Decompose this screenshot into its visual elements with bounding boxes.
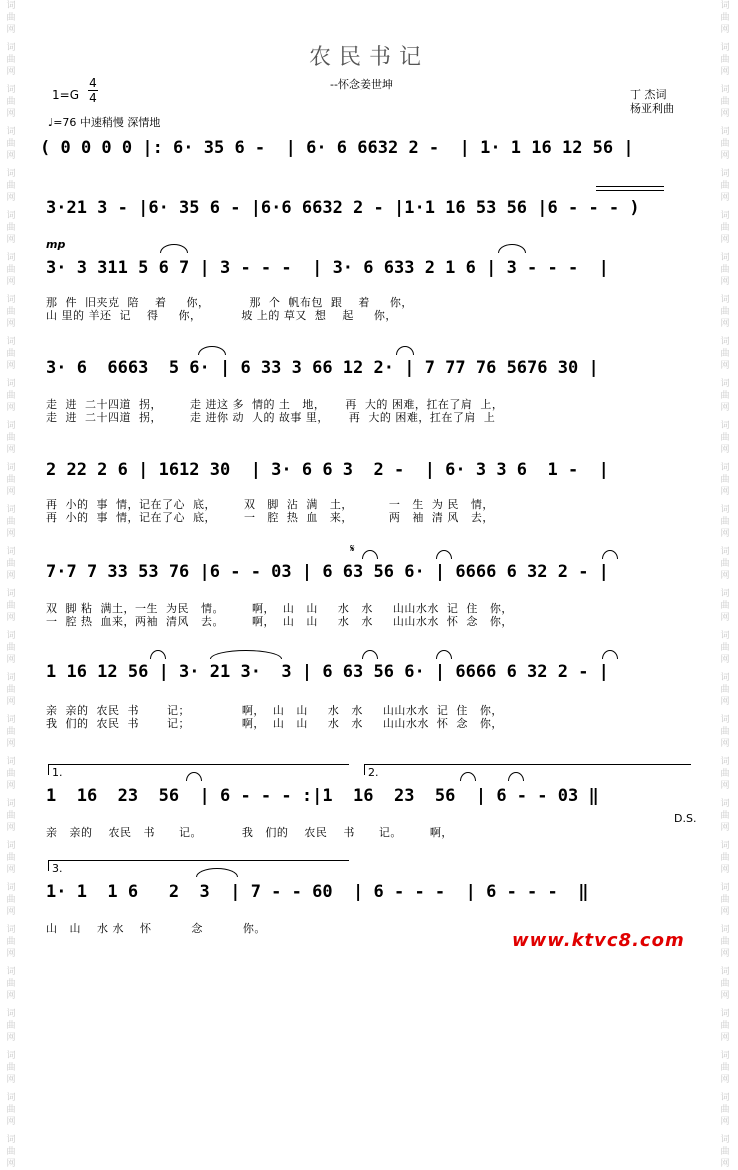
slur (602, 650, 618, 659)
wm-text: 词曲网 (6, 799, 16, 833)
slur (396, 346, 414, 355)
score-system-2 (40, 198, 700, 222)
wm-text: 词曲网 (6, 295, 16, 329)
time-top: 4 (89, 76, 97, 90)
slur (160, 244, 188, 253)
key-signature: 1=G (52, 88, 79, 102)
wm-text: 词曲网 (6, 715, 16, 749)
slur (198, 346, 226, 355)
lyric-line-1: 双 脚 粘 满土，一生 为民 情。 啊， 山 山 水 水 山山水水 记 住 你， (46, 602, 513, 615)
tempo-marking: ♩=76 中速稍慢 深情地 (48, 116, 161, 129)
wm-text: 词曲网 (720, 1, 730, 35)
wm-text: 词曲网 (6, 127, 16, 161)
slur (436, 550, 452, 559)
notation-line: 1· 1 1 6 2 3 | 7 - - 60 | 6 - - - | 6 - - - ‖ (46, 882, 589, 902)
wm-text: 词曲网 (6, 1009, 16, 1043)
watermark-right (718, 0, 732, 1169)
lyric-line-2: 走 进 二十四道 拐， 走 进你 动 人的 故事 里， 再 大的 困难，扛在了肩 上 (46, 411, 496, 424)
wm-text: 词曲网 (6, 1093, 16, 1127)
wm-text: 词曲网 (6, 883, 16, 917)
wm-text: 词曲网 (6, 1, 16, 35)
wm-text: 词曲网 (720, 589, 730, 623)
score-system-9 (40, 882, 700, 906)
wm-text: 词曲网 (720, 925, 730, 959)
wm-text: 词曲网 (720, 757, 730, 791)
slur (602, 550, 618, 559)
lyricist: 丁 杰词 (630, 88, 667, 101)
slur (210, 650, 282, 659)
score-system-6 (40, 562, 700, 586)
song-title: 农民书记 (308, 45, 429, 70)
volta-bracket-2 (364, 764, 691, 775)
crescendo-mark (596, 190, 664, 191)
slur (436, 650, 452, 659)
lyric-line-2: 我 们的 农民 书 记； 啊， 山 山 水 水 山山水水 怀 念 你， (46, 717, 503, 730)
wm-text: 词曲网 (6, 1051, 16, 1085)
slur (362, 550, 378, 559)
lyric-line-2: 山 里的 羊还 记 得 你， 坡 上的 草又 想 起 你， (46, 309, 397, 322)
wm-text: 词曲网 (6, 631, 16, 665)
wm-text: 词曲网 (6, 673, 16, 707)
wm-text: 词曲网 (6, 967, 16, 1001)
notation-line: 7·7 7 33 53 76 |6 - - 03 | 6 63 56 6· | 6666 6 32 2 - | (46, 562, 609, 582)
song-subtitle: --怀念姜世坤 (330, 78, 393, 91)
wm-text: 词曲网 (6, 841, 16, 875)
wm-text: 词曲网 (720, 505, 730, 539)
ds-marking: D.S. (674, 812, 697, 825)
time-signature (88, 76, 98, 105)
notation-line: 3· 6 6663 5 6· | 6 33 3 66 12 2· | 7 77 76 5676 30 | (46, 358, 599, 378)
wm-text: 词曲网 (720, 295, 730, 329)
wm-text: 词曲网 (720, 1009, 730, 1043)
wm-text: 词曲网 (720, 169, 730, 203)
wm-text: 词曲网 (720, 1135, 730, 1169)
wm-text: 词曲网 (720, 715, 730, 749)
dynamic-mp: mp (46, 238, 66, 251)
score-system-1 (40, 138, 700, 162)
wm-text: 词曲网 (6, 379, 16, 413)
wm-text: 词曲网 (720, 841, 730, 875)
wm-text: 词曲网 (720, 253, 730, 287)
wm-text: 词曲网 (720, 547, 730, 581)
wm-text: 词曲网 (720, 1093, 730, 1127)
wm-text: 词曲网 (6, 1135, 16, 1169)
lyric-line-1: 走 进 二十四道 拐， 走 进这 多 情的 土 地， 再 大的 困难，扛在了肩 上， (46, 398, 504, 411)
notation-line: ( 0 0 0 0 |: 6· 35 6 - | 6· 6 6632 2 - | 1· 1 16 12 56 | (40, 138, 634, 158)
website-watermark: www.ktvc8.com (512, 930, 685, 951)
wm-text: 词曲网 (6, 421, 16, 455)
wm-text: 词曲网 (720, 127, 730, 161)
time-bottom: 4 (89, 91, 97, 105)
lyric-line-1: 那 件 旧夹克 陪 着 你， 那 个 帆布包 跟 着 你， (46, 296, 413, 309)
notation-line: 2 22 2 6 | 1612 30 | 3· 6 6 3 2 - | 6· 3 3 6 1 - | (46, 460, 609, 480)
volta-2-label: 2. (368, 766, 379, 779)
wm-text: 词曲网 (720, 85, 730, 119)
lyric-line-1: 再 小的 事 情，记在了心 底， 双 脚 沾 满 土， 一 生 为 民 情， (46, 498, 494, 511)
segno-mark: 𝄋 (350, 542, 355, 555)
score-system-5 (40, 460, 700, 484)
slur (498, 244, 526, 253)
wm-text: 词曲网 (720, 1051, 730, 1085)
notation-line: 3·21 3 - |6· 35 6 - |6·6 6632 2 - |1·1 16 53 56 |6 - - - ) (46, 198, 640, 218)
wm-text: 词曲网 (720, 43, 730, 77)
wm-text: 词曲网 (720, 631, 730, 665)
score-system-8 (40, 786, 700, 810)
wm-text: 词曲网 (720, 967, 730, 1001)
composer: 杨亚利曲 (630, 102, 674, 115)
wm-text: 词曲网 (6, 757, 16, 791)
lyric-line-1: 亲 亲的 农民 书 记； 啊， 山 山 水 水 山山水水 记 住 你， (46, 704, 503, 717)
slur (150, 650, 166, 659)
crescendo-mark (596, 186, 664, 187)
wm-text: 词曲网 (720, 337, 730, 371)
wm-text: 词曲网 (6, 253, 16, 287)
wm-text: 词曲网 (720, 883, 730, 917)
wm-text: 词曲网 (720, 211, 730, 245)
wm-text: 词曲网 (6, 547, 16, 581)
lyric-line-2: 再 小的 事 情，记在了心 底， 一 腔 热 血 来， 两 袖 清 风 去， (46, 511, 494, 524)
wm-text: 词曲网 (6, 85, 16, 119)
wm-text: 词曲网 (6, 211, 16, 245)
notation-line: 1 16 12 56 | 3· 21 3· 3 | 6 63 56 6· | 6666 6 32 2 - | (46, 662, 609, 682)
lyric-line-1: 山 山 水 水 怀 念 你。 (46, 922, 266, 935)
wm-text: 词曲网 (720, 463, 730, 497)
wm-text: 词曲网 (6, 589, 16, 623)
watermark-left (4, 0, 18, 1169)
wm-text: 词曲网 (720, 673, 730, 707)
volta-bracket-3 (48, 860, 349, 871)
score-system-7 (40, 662, 700, 686)
wm-text: 词曲网 (6, 43, 16, 77)
notation-line: 1 16 23 56 | 6 - - - :|1 16 23 56 | 6 - - 03 ‖ (46, 786, 599, 806)
notation-line: 3· 3 311 5 6 7 | 3 - - - | 3· 6 633 2 1 6 | 3 - - - | (46, 258, 609, 278)
wm-text: 词曲网 (6, 169, 16, 203)
wm-text: 词曲网 (6, 505, 16, 539)
lyric-line-1: 亲 亲的 农民 书 记。 我 们的 农民 书 记。 啊， (46, 826, 453, 839)
volta-3-label: 3. (52, 862, 63, 875)
volta-1-label: 1. (52, 766, 63, 779)
wm-text: 词曲网 (6, 337, 16, 371)
slur (362, 650, 378, 659)
wm-text: 词曲网 (720, 799, 730, 833)
wm-text: 词曲网 (720, 421, 730, 455)
lyric-line-2: 一 腔 热 血来，两袖 清风 去。 啊， 山 山 水 水 山山水水 怀 念 你， (46, 615, 513, 628)
score-system-4 (40, 358, 700, 382)
wm-text: 词曲网 (6, 463, 16, 497)
wm-text: 词曲网 (720, 379, 730, 413)
wm-text: 词曲网 (6, 925, 16, 959)
score-system-3 (40, 258, 700, 282)
